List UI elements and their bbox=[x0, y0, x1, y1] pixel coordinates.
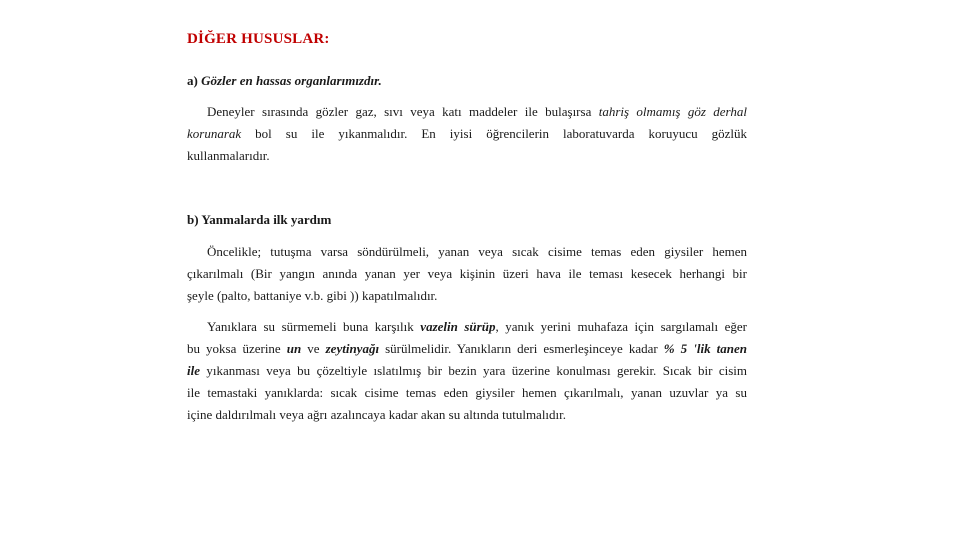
section-b-paragraph-1 bbox=[187, 241, 747, 307]
text-run: , yanık yerini muhafaza için sargılamalı eğer bbox=[495, 319, 747, 334]
section-a-heading bbox=[187, 73, 382, 89]
text-run: ve bbox=[301, 341, 326, 356]
paragraph-line: ile temastaki yanıklarda: sıcak cisime temas eden giysiler hemen çıkarılmalı, yanan uzuvlar ya su bbox=[187, 385, 747, 400]
paragraph-line: kullanmalarıdır. bbox=[187, 148, 270, 163]
text-run-italic: tahriş olmamış göz derhal bbox=[598, 104, 747, 119]
paragraph-line bbox=[187, 316, 747, 338]
text-run: Deneyler sırasında gözler gaz, sıvı veya katı maddeler ile bulaşırsa bbox=[207, 104, 599, 119]
section-b-heading: b) Yanmalarda ilk yardım bbox=[187, 212, 332, 227]
paragraph-line: içine daldırılmalı veya ağrı azalıncaya kadar akan su altında tutulmalıdır. bbox=[187, 407, 567, 422]
paragraph-line bbox=[187, 123, 747, 145]
page-title: DİĞER HUSUSLAR: bbox=[187, 31, 330, 47]
section-a-paragraph bbox=[187, 101, 747, 167]
text-run: yıkanması veya bu çözeltiyle ıslatılmış bir bezin yara üzerine konulması gerekir. Sıcak bir cisim bbox=[200, 363, 747, 378]
section-b-paragraph-2 bbox=[187, 316, 747, 426]
text-run: bu yoksa üzerine bbox=[187, 341, 287, 356]
text-run: bol su ile yıkanmalıdır. En iyisi öğrencilerin laboratuvarda koruyucu gözlük bbox=[241, 126, 747, 141]
paragraph-line: çıkarılmalı (Bir yangın anında yanan yer veya kişinin üzeri hava ile teması kesecek herhangi bir bbox=[187, 266, 747, 281]
text-run-bold-italic: zeytinyağı bbox=[325, 341, 380, 356]
text-run: sürülmelidir. Yanıkların deri esmerleşinceye kadar bbox=[379, 341, 664, 356]
text-run-italic: korunarak bbox=[187, 126, 242, 141]
paragraph-line bbox=[187, 101, 747, 123]
text-run-bold-italic: % 5 'lik tanen bbox=[663, 341, 747, 356]
text-run-bold-italic: un bbox=[286, 341, 302, 356]
paragraph-line bbox=[187, 360, 747, 382]
section-a-prefix: a) bbox=[187, 73, 202, 88]
section-a-title: Gözler en hassas organlarımızdır. bbox=[201, 73, 382, 88]
text-run-bold-italic: ile bbox=[187, 363, 200, 378]
paragraph-line: şeyle (palto, battaniye v.b. gibi )) kapatılmalıdır. bbox=[187, 288, 438, 303]
text-run-bold-italic: vazelin sürüp bbox=[420, 319, 496, 334]
text-run: Yanıklara su sürmemeli buna karşılık bbox=[207, 319, 421, 334]
paragraph-line: Öncelikle; tutuşma varsa söndürülmeli, yanan veya sıcak cisime temas eden giysiler hemen bbox=[207, 244, 747, 259]
paragraph-line bbox=[187, 338, 747, 360]
